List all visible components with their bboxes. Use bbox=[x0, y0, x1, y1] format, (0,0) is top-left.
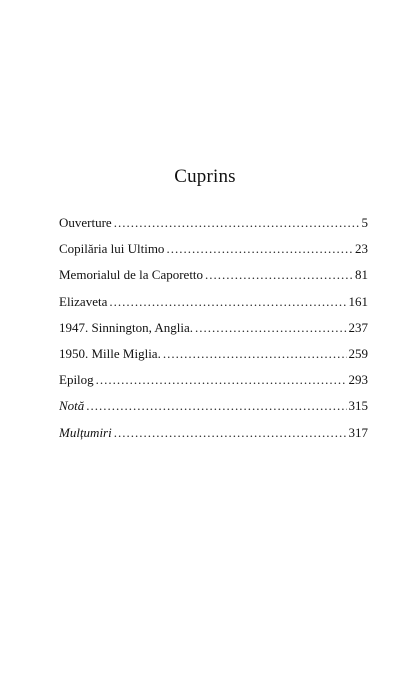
toc-entry bbox=[59, 240, 368, 266]
toc-entry-label: Ouverture bbox=[59, 215, 112, 230]
toc-title: Cuprins bbox=[174, 166, 236, 187]
toc-entry bbox=[59, 319, 368, 345]
toc-entry-page: 315 bbox=[348, 398, 368, 414]
toc-entry-page: 293 bbox=[348, 372, 368, 388]
toc-entry-label: Elizaveta bbox=[59, 293, 108, 309]
toc-entry bbox=[59, 345, 368, 371]
table-of-contents bbox=[59, 214, 368, 450]
dot-leader bbox=[205, 266, 353, 284]
toc-entry-label: 1947. Sinnington, Anglia. bbox=[59, 319, 193, 335]
dot-leader bbox=[96, 371, 347, 389]
dot-leader bbox=[166, 240, 353, 258]
toc-entry-page: 23 bbox=[355, 241, 368, 257]
toc-entry bbox=[59, 266, 368, 292]
dot-leader bbox=[86, 397, 346, 415]
toc-entry-page: 259 bbox=[348, 345, 368, 361]
toc-entry bbox=[59, 293, 368, 319]
toc-entry-page: 237 bbox=[348, 319, 368, 335]
toc-entry-page: 81 bbox=[355, 267, 368, 283]
dot-leader bbox=[163, 345, 347, 363]
toc-entry bbox=[59, 371, 368, 397]
toc-entry-page: 161 bbox=[348, 293, 368, 309]
toc-entry-page: 5 bbox=[361, 215, 368, 230]
toc-entry bbox=[59, 214, 368, 240]
dot-leader bbox=[195, 319, 347, 337]
toc-entry bbox=[59, 397, 368, 423]
dot-leader bbox=[114, 424, 347, 442]
toc-entry bbox=[59, 424, 368, 450]
dot-leader bbox=[109, 293, 346, 311]
toc-entry-label: Mulțumiri bbox=[59, 424, 112, 440]
toc-entry-label: Copilăria lui Ultimo bbox=[59, 241, 165, 257]
dot-leader bbox=[114, 214, 360, 232]
toc-entry-page: 317 bbox=[348, 424, 368, 440]
toc-entry-label: Memorialul de la Caporetto bbox=[59, 267, 204, 283]
toc-entry-label: Notă bbox=[59, 398, 85, 414]
toc-entry-label: Epilog bbox=[59, 372, 94, 388]
toc-entry-label: 1950. Mille Miglia. bbox=[59, 345, 161, 361]
